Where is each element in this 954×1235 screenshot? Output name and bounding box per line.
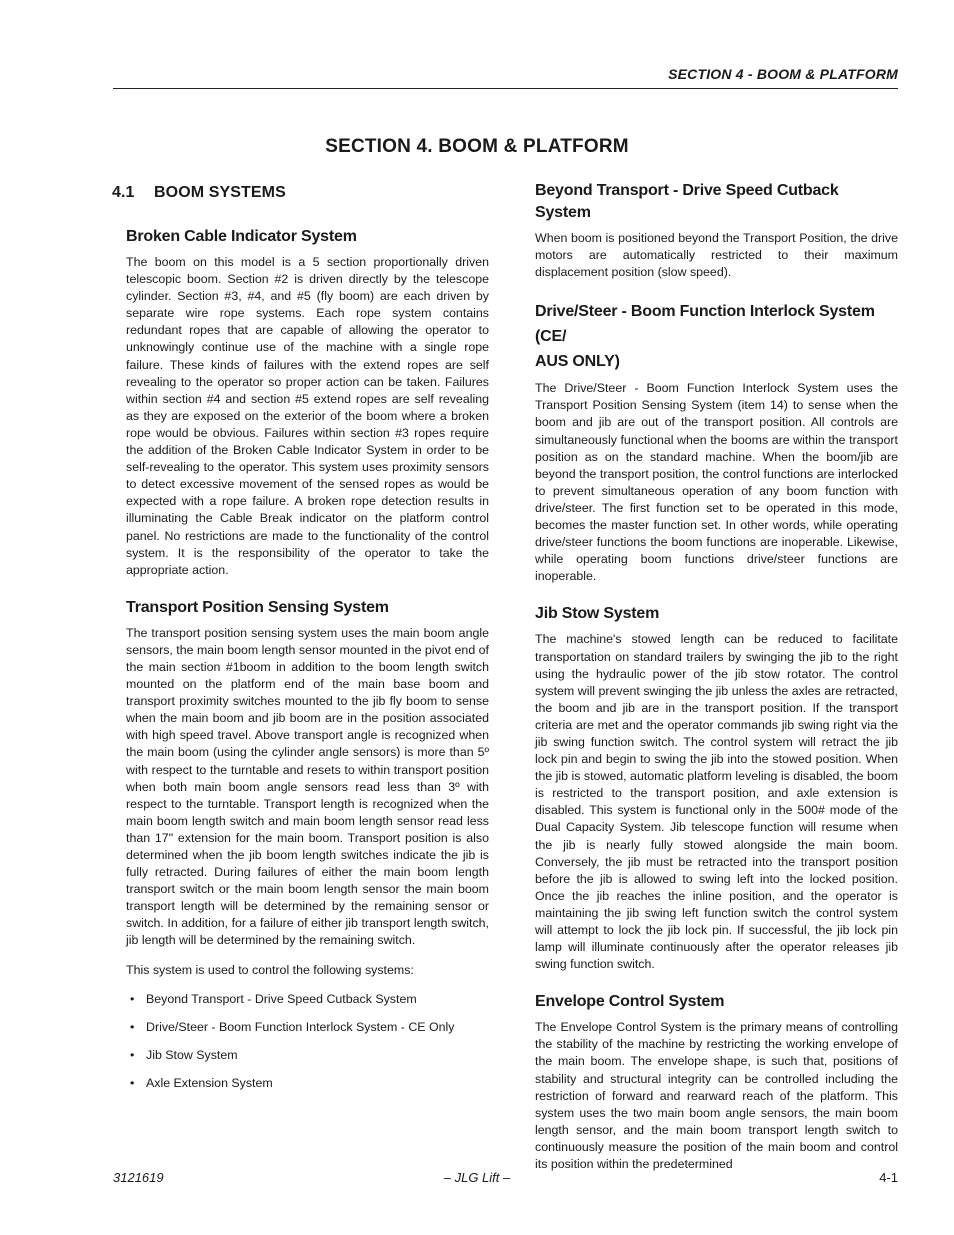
footer-center: – JLG Lift – xyxy=(443,1170,511,1185)
envelope-control-text: The Envelope Control System is the primary means of controlling the stability of the machine by restricting the working envelope of the main boom. The envelope shape, is such that, positions of stability and structural integrity can be controlled including the restriction of forward and rearward reach of the platform. This system uses the two main boom angle sensors, the main boom length sensor, and the main boom transport length switch to continuously measure the position of the main boom and control its position within the predetermined xyxy=(535,1020,898,1172)
bullet-icon: • xyxy=(130,1019,135,1034)
broken-cable-text: The boom on this model is a 5 section proportionally driven telescopic boom. Section #2 is driven directly by the telescope cylinder. Section #3, #4, and #5 (fly boom) are each driven by separate wire rope systems. Each rope system contains redundant ropes that are capable of allowing the operator to unknowingly continue use of the machine with a single rope failure. These kinds of failures with the extend ropes are self revealing to the operator so proper action can be taken. Failures within section #4 and section #5 extend ropes are self revealing as they are exposed on the exterior of the boom where a broken rope would be obvious. Failures within section #3 ropes require the addition of the Broken Cable Indicator System in order to be self-revealing to the operator. This system uses proximity sensors to detect excessive movement of the sensed ropes as would be expected with a rope failure. A broken rope detection results in illuminating the Cable Break indicator on the platform control panel. No restrictions are made to the functionality of the control system. It is the responsibility of the operator to take the appropriate action. xyxy=(126,255,489,577)
list-item: • Drive/Steer - Boom Function Interlock System - CE Only xyxy=(130,1019,455,1034)
jib-stow-heading: Jib Stow System xyxy=(535,605,660,623)
doc-number: 3121619 xyxy=(113,1170,164,1185)
transport-position-heading: Transport Position Sensing System xyxy=(126,598,389,616)
beyond-transport-text: When boom is positioned beyond the Transport Position, the drive motors are automatically restricted to their maximum displacement position (slow speed). xyxy=(535,231,898,280)
jib-stow-text: The machine's stowed length can be reduced to facilitate transportation on standard trailers by swinging the jib to the right using the hydraulic power of the jib stow rotator. The control system will prevent swinging the jib unless the axles are retracted, the boom and jib are in the transport position. If the transport criteria are met and the operator commands jib swing right via the jib swing function switch. The control system will retract the jib lock pin and begin to swing the jib into the stowed position. When the jib is stowed, automatic platform leveling is disabled, the boom is restricted to the transport position, and axle extension is disabled. This system is functional only in the 500# mode of the Dual Capacity System. Jib telescope function will resume when the jib is nearly fully stowed alongside the main boom. Conversely, the jib must be retracted into the transport position before the jib is allowed to swing left into the locked position. Once the jib reaches the inline position, and the operator is maintaining the jib swing left function switch the control system will attempt to lock the jib lock pin. If successful, the jib lock pin lamp will illuminate continuously after the operator releases jib swing function switch. xyxy=(535,632,898,972)
envelope-control-heading: Envelope Control System xyxy=(535,993,725,1011)
right-column xyxy=(535,180,898,1173)
subsection-title: BOOM SYSTEMS xyxy=(154,184,286,201)
controls-intro: This system is used to control the following systems: xyxy=(126,962,414,977)
bullet-icon: • xyxy=(130,1075,135,1090)
broken-cable-heading: Broken Cable Indicator System xyxy=(126,228,357,245)
section-title: SECTION 4. BOOM & PLATFORM xyxy=(325,136,629,157)
left-column xyxy=(112,180,489,1103)
page-number: 4-1 xyxy=(879,1170,898,1185)
list-item: • Beyond Transport - Drive Speed Cutback System xyxy=(130,991,417,1006)
drive-steer-heading: Drive/Steer - Boom Function Interlock System (CE/ AUS ONLY) xyxy=(535,303,875,371)
list-item: • Jib Stow System xyxy=(130,1047,238,1062)
running-head: SECTION 4 - BOOM & PLATFORM xyxy=(668,66,898,82)
controlled-systems-list xyxy=(126,991,489,1092)
subsection-number: 4.1 xyxy=(112,184,135,201)
subsection-heading xyxy=(112,180,489,206)
drive-steer-text: The Drive/Steer - Boom Function Interlock System uses the Transport Position Sensing System (item 14) to sense when the boom and jib are out of the transport position. All controls are simultaneously functional when the booms are within the transport position as on the standard machine. When the boom/jib are beyond the transport position, the control functions are interlocked to prevent simultaneous operation of any boom function with drive/steer. The first function set to be operated in this mode, becomes the master function set. In other words, while operating drive/steer functions the boom functions are inoperable. Likewise, while operating boom functions drive/steer functions are inoperable. xyxy=(535,381,898,584)
bullet-icon: • xyxy=(130,1047,135,1062)
beyond-transport-heading: Beyond Transport - Drive Speed Cutback System xyxy=(535,182,839,221)
list-item: • Axle Extension System xyxy=(130,1075,273,1090)
broken-cable-section xyxy=(126,226,489,1092)
header-rule xyxy=(113,88,898,89)
transport-position-text: The transport position sensing system uses the main boom angle sensors, the main boom length sensor mounted in the pivot end of the main section #1boom in addition to the boom length switch mounted on the platform end of the main base boom and transport proximity switches mounted to the jib fly boom to sense when the main boom and jib boom are in the position associated with high speed travel. Above transport angle is recognized when the main boom (using the cylinder angle sensors) is more than 5º with respect to the turntable and resets to within transport position when both main boom angle sensors read less than 3º with respect to the turntable. Transport length is recognized when the main boom length switch and main boom length sensor read less than 17" extension for the main boom. Transport position is also determined when the jib boom length switches indicate the jib is fully retracted. During failures of either the main boom length transport switch or the main boom length sensor the main boom transport length will be determined by the remaining sensor or switch. In addition, for a failure of either jib transport length switch, jib length will be determined by the remaining switch. xyxy=(126,625,489,948)
bullet-icon: • xyxy=(130,991,135,1006)
